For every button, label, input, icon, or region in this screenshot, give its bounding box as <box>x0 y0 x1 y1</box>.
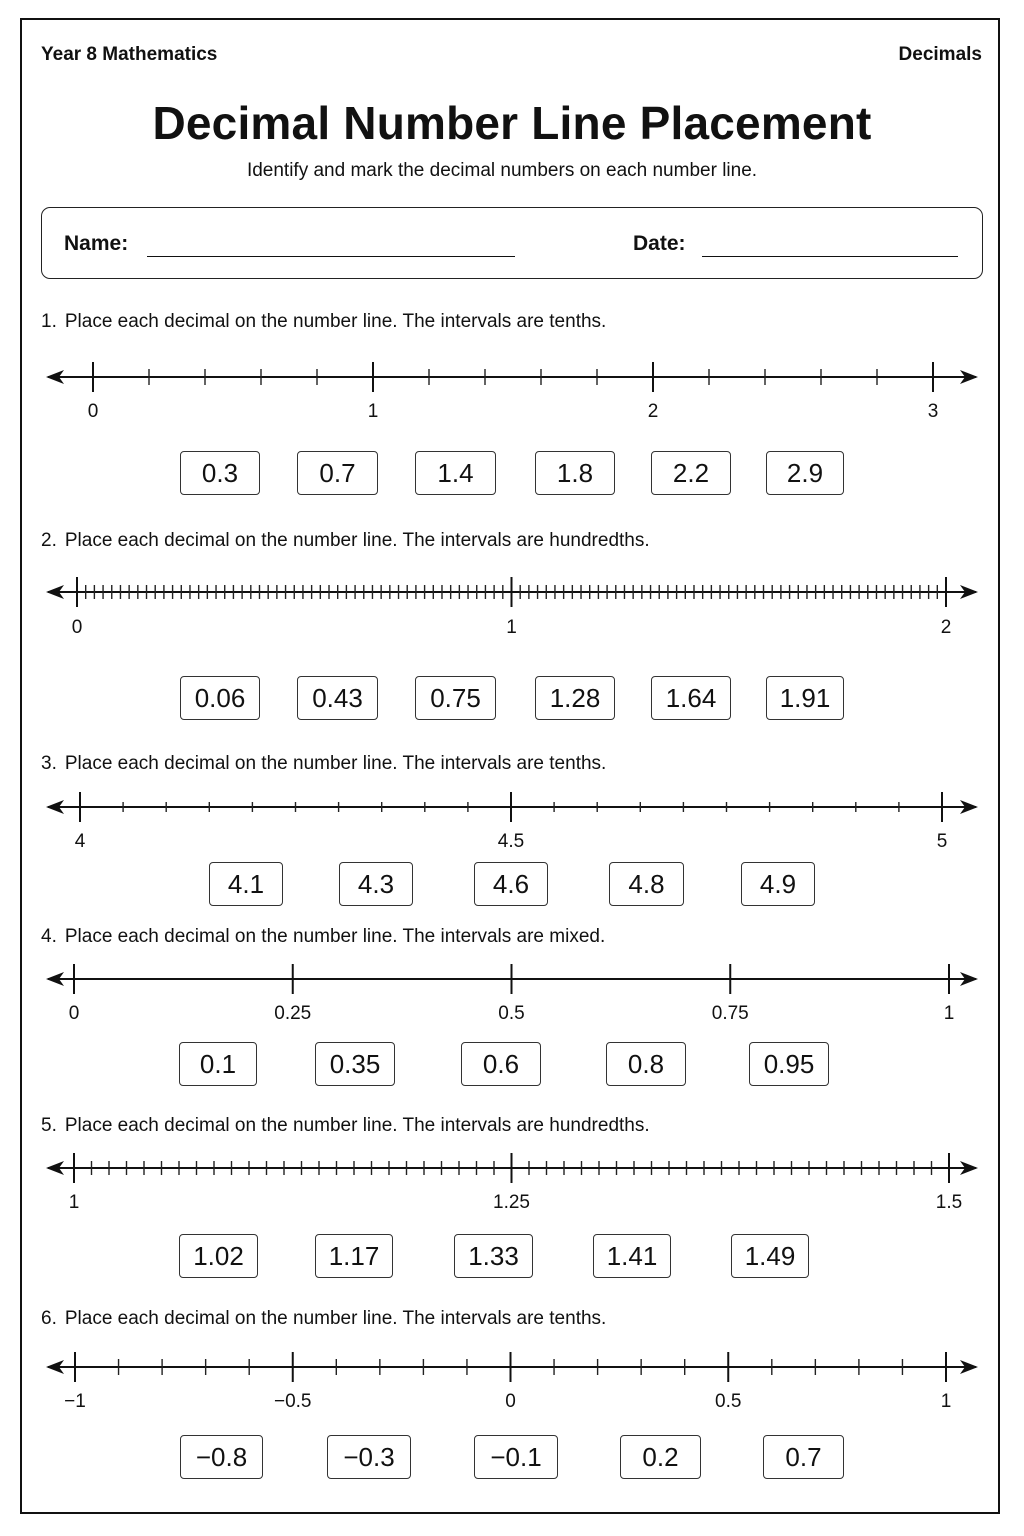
answer-card[interactable]: 0.95 <box>749 1042 829 1086</box>
answer-card[interactable]: 1.8 <box>535 451 615 495</box>
number-line-5 <box>0 1141 1024 1221</box>
question-number: 6. <box>41 1308 57 1329</box>
question-text: Place each decimal on the number line. The intervals are tenths. <box>64 311 607 332</box>
number-line-4 <box>0 952 1024 1032</box>
tick-label: 0.5 <box>498 1003 525 1024</box>
tick-label: 5 <box>936 831 948 852</box>
answer-card[interactable]: 0.7 <box>763 1435 844 1479</box>
answer-card[interactable]: 2.9 <box>766 451 844 495</box>
tick-label: 1 <box>943 1003 955 1024</box>
answer-card[interactable]: 1.4 <box>415 451 496 495</box>
tick-label: 2 <box>647 401 659 422</box>
name-date-box <box>41 207 983 279</box>
tick-label: 4 <box>74 831 86 852</box>
name-label: Name: <box>64 232 129 255</box>
number-line-1 <box>0 350 1024 430</box>
answer-card[interactable]: 1.02 <box>179 1234 258 1278</box>
tick-label: 0.25 <box>274 1003 312 1024</box>
topic-label: Decimals <box>898 44 982 65</box>
question-2-prompt <box>41 530 650 552</box>
question-text: Place each decimal on the number line. The intervals are hundredths. <box>64 1115 650 1136</box>
answer-card[interactable]: 0.7 <box>297 451 378 495</box>
number-line-2 <box>0 566 1024 646</box>
answer-card[interactable]: 0.35 <box>315 1042 395 1086</box>
question-4-prompt <box>41 926 605 948</box>
number-line-3 <box>0 780 1024 860</box>
course-label: Year 8 Mathematics <box>41 44 218 65</box>
answer-card[interactable]: 1.17 <box>315 1234 393 1278</box>
question-3-prompt <box>41 753 606 775</box>
date-label: Date: <box>633 232 686 255</box>
answer-card[interactable]: 4.8 <box>609 862 684 906</box>
answer-card[interactable]: 0.43 <box>297 676 378 720</box>
answer-card[interactable]: 0.6 <box>461 1042 541 1086</box>
answer-card[interactable]: −0.8 <box>180 1435 263 1479</box>
tick-label: 1.25 <box>493 1192 530 1213</box>
date-field[interactable] <box>702 256 958 257</box>
answer-card[interactable]: 1.91 <box>766 676 844 720</box>
answer-card[interactable]: 0.8 <box>606 1042 686 1086</box>
tick-label: −0.5 <box>273 1391 312 1412</box>
question-1-prompt <box>41 311 606 333</box>
answer-card[interactable]: 1.41 <box>593 1234 671 1278</box>
answer-card[interactable]: 4.9 <box>741 862 815 906</box>
tick-label: 0 <box>68 1003 80 1024</box>
answer-card[interactable]: 4.3 <box>339 862 413 906</box>
question-text: Place each decimal on the number line. The intervals are tenths. <box>64 1308 607 1329</box>
question-number: 5. <box>41 1115 57 1136</box>
tick-label: 1 <box>940 1391 952 1412</box>
answer-card[interactable]: 4.1 <box>209 862 283 906</box>
name-field[interactable] <box>147 256 515 257</box>
answer-card[interactable]: 1.33 <box>454 1234 533 1278</box>
question-text: Place each decimal on the number line. The intervals are tenths. <box>64 753 607 774</box>
question-text: Place each decimal on the number line. The intervals are hundredths. <box>64 530 650 551</box>
question-text: Place each decimal on the number line. The intervals are mixed. <box>64 926 606 947</box>
answer-card[interactable]: −0.3 <box>327 1435 411 1479</box>
answer-card[interactable]: −0.1 <box>474 1435 558 1479</box>
tick-label: −1 <box>64 1391 86 1412</box>
number-line-6 <box>0 1340 1024 1420</box>
tick-label: 1.5 <box>935 1192 963 1213</box>
question-number: 2. <box>41 530 57 551</box>
answer-card[interactable]: 0.06 <box>180 676 260 720</box>
tick-label: 1 <box>68 1192 80 1213</box>
answer-card[interactable]: 0.3 <box>180 451 260 495</box>
answer-card[interactable]: 1.49 <box>731 1234 809 1278</box>
tick-label: 0.5 <box>715 1391 742 1412</box>
answer-card[interactable]: 1.28 <box>535 676 615 720</box>
tick-label: 1 <box>367 401 379 422</box>
tick-label: 0.75 <box>711 1003 749 1024</box>
tick-label: 3 <box>927 401 939 422</box>
question-number: 1. <box>41 311 57 332</box>
tick-label: 0 <box>505 1391 516 1412</box>
answer-card[interactable]: 0.1 <box>179 1042 257 1086</box>
question-number: 4. <box>41 926 57 947</box>
worksheet-instructions: Identify and mark the decimal numbers on each number line. <box>246 160 758 181</box>
question-5-prompt <box>41 1115 650 1137</box>
answer-card[interactable]: 0.2 <box>620 1435 701 1479</box>
tick-label: 1 <box>506 617 517 638</box>
answer-card[interactable]: 1.64 <box>651 676 731 720</box>
answer-card[interactable]: 0.75 <box>415 676 496 720</box>
worksheet-title: Decimal Number Line Placement <box>152 97 872 149</box>
answer-card[interactable]: 4.6 <box>474 862 548 906</box>
tick-label: 2 <box>940 617 952 638</box>
answer-card[interactable]: 2.2 <box>651 451 731 495</box>
tick-label: 0 <box>87 401 99 422</box>
question-6-prompt <box>41 1308 606 1330</box>
tick-label: 0 <box>71 617 83 638</box>
question-number: 3. <box>41 753 57 774</box>
tick-label: 4.5 <box>497 831 525 852</box>
